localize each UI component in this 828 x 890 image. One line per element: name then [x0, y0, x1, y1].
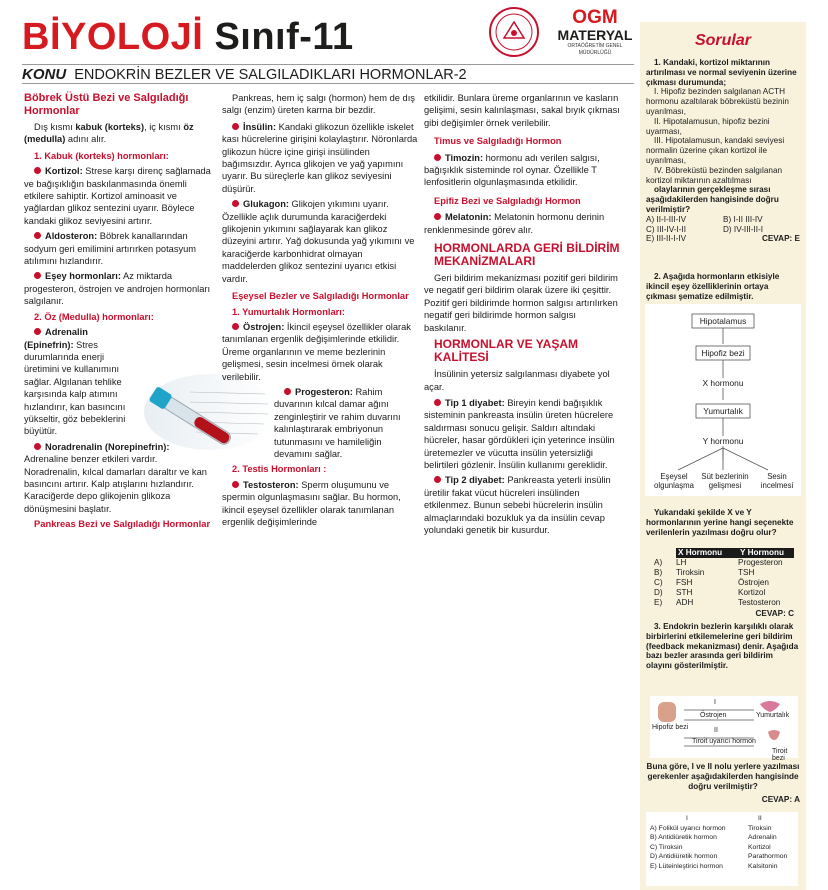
column-3: [424, 92, 620, 539]
quality-intro: İnsülinin yetersiz salgılanması diyabete yol açar.: [424, 369, 610, 392]
table-row: [654, 578, 794, 588]
bullet-icon: [434, 399, 441, 406]
item-tip1: Tip 1 diyabet: Bireyin kendi bağışıklık sisteminin pankreasta insülin üreten hücrelere saldırması sonucu gelişir. Saldırı altındaki hücreler, hasar gördükleri için yeterince insülin üretemezler ve vücutta insülin yetersizliği belirtileri gözlenir. İnsülin kullanımı gereklidir.: [424, 397, 615, 470]
question-2-intro: 2. Aşağıda hormonların etkisiyle ikincil eşey özelliklerinin ortaya çıkması şematize edilmiştir.: [646, 272, 780, 301]
table-cell: A): [654, 558, 663, 567]
feedback-diagram: I Östrojen Yumurtalık Hipofiz bezi II Tiroit uyarıcı hormon Tiroit bezi: [650, 696, 798, 758]
q2-answer-table: [654, 548, 794, 619]
title-grade: Sınıf-11: [214, 16, 354, 58]
option-row: [650, 824, 794, 834]
option-cell: Kalsitonin: [748, 862, 778, 870]
bullet-icon: [232, 481, 239, 488]
option-cell: C) Tiroksin: [650, 843, 683, 851]
table-row: [654, 558, 794, 568]
q2-answer: CEVAP: C: [755, 609, 794, 618]
table-cell: Progesteron: [738, 558, 783, 567]
section-heading-feedback: HORMONLARDA GERİ BİLDİRİM MEKANİZMALARI: [434, 241, 620, 269]
flow-y-hormone: Y hormonu: [696, 436, 750, 446]
section-heading-thymus: Timus ve Salgıladığı Hormon: [434, 136, 562, 147]
adrenal-intro: Dış kısmı kabuk (korteks), iç kısmı öz (medulla) adını alır.: [24, 122, 194, 145]
item-tip2: Tip 2 diyabet: Pankreasta yeterli insülin üretilir fakat vücut hücreleri insülinden etkilenmez. Bunun sebebi hücrelerin insülin almaçlarındaki bozukluk ya da insülin cevap yolundaki genetik bir kusurdur.: [424, 475, 611, 535]
item-progesteron: Progesteron: Rahim duvarının kılcal damar ağını zenginleştirir ve rahim duvarını kalınlaştırarak embriyonun tutunmasını ve hamileliğin devamını sağlar.: [274, 386, 401, 459]
brand-sub: ORTAÖĞRETİM GENEL MÜDÜRLÜĞÜ: [567, 43, 623, 56]
section-heading-sex-glands: Eşeysel Bezler ve Salgıladığı Hormonlar: [232, 291, 409, 302]
table-cell: TSH: [738, 568, 755, 577]
section-heading-quality: HORMONLAR VE YAŞAM KALİTESİ: [434, 337, 579, 365]
bullet-icon: [34, 328, 41, 335]
option-cell: A) Folikül uyarıcı hormon: [650, 824, 726, 832]
bullet-icon: [232, 200, 239, 207]
topic-label: KONU: [22, 66, 67, 83]
pituitary-image: [658, 702, 676, 722]
meb-seal-icon: [488, 6, 540, 58]
table-cell: B): [654, 568, 663, 577]
flow-ovary: Yumurtalık: [703, 406, 743, 416]
table-cell: Testosteron: [738, 598, 781, 607]
hormone-flowchart: [640, 300, 806, 500]
option-cell: Kortizol: [748, 843, 771, 851]
q3-answer: CEVAP: A: [761, 795, 800, 804]
table-cell: E): [654, 598, 663, 607]
bullet-icon: [284, 388, 291, 395]
item-esey: Eşey hormonları: Az miktarda progesteron, östrojen ve androjen hormonları salgılanır.: [24, 271, 211, 307]
item-insulin: İnsülin: Kandaki glikozun özellikle iskelet kası hücrelerine girişini kolaylaştırır. Nöronlarda glikozun hücre içine girişi insülinden bağımsızdır. Ayrıca glikojen ve yağ yapımını uyarır. Bu süreçlerle kan glikoz seviyesini düşürür.: [222, 121, 418, 194]
ogm-logo: [552, 8, 638, 57]
subheading-ovary: 1. Yumurtalık Hormonları:: [232, 306, 345, 317]
table-row: [654, 588, 794, 598]
table-cell: STH: [676, 588, 693, 597]
question-2-stem: Yukarıdaki şekilde X ve Y hormonlarının yerine hangi seçenekte verilenlerin yazılması doğru olur?: [646, 508, 794, 537]
table-cell: FSH: [676, 578, 693, 587]
option-cell: D) Antidiüretik hormon: [650, 853, 718, 861]
item-timozin: Timozin: hormonu adı verilen salgısı, bağışıklık sisteminde rol oynar. Özellikle T lenfositlerin olgunlaşmasında etkilidir.: [424, 152, 600, 188]
topic-text: ENDOKRİN BEZLER VE SALGILADIKLARI HORMONLAR-2: [74, 67, 467, 83]
table-cell: D): [654, 588, 663, 597]
topic-bar: [22, 64, 634, 84]
title-subject: BİYOLOJİ: [22, 16, 204, 58]
table-row: [654, 568, 794, 578]
section-heading-adrenal: Böbrek Üstü Bezi ve Salgıladığı Hormonlar: [24, 92, 189, 117]
bullet-icon: [434, 213, 441, 220]
bullet-icon: [34, 272, 41, 279]
item-melatonin: Melatonin: Melatonin hormonu derinin renklenmesinde görev alır.: [424, 212, 605, 235]
option-row: [650, 862, 794, 872]
column-2: [222, 92, 418, 531]
subheading-testis: 2. Testis Hormonları :: [232, 464, 327, 475]
flow-outcome-1: Eşeysel olgunlaşma: [654, 472, 694, 490]
option-row: [650, 852, 794, 862]
bullet-icon: [34, 167, 41, 174]
table-cell: Östrojen: [738, 578, 769, 587]
flow-x-hormone: X hormonu: [696, 378, 750, 388]
table-cell: ADH: [676, 598, 694, 607]
item-glukagon: Glukagon: Glikojen yıkımını uyarır. Özellikle açlık durumunda karaciğerdeki glikojenin yıkımını sağlayarak kan glikoz düzeyini artırır. Yağ dokusunda yağ yıkımını ve karaciğerde karbonhidrat olmayan maddelerden glikoz sentezini uyarıcı etkisi vardır.: [222, 199, 415, 284]
question-3: 3. Endokrin bezlerin karşılıklı olarak birbirlerini etkilemelerine geri bildirim (feedback mekanizması) denir. Aşağıda bazı bezler arasında geri bildirim olayını gösterilmiştir.: [646, 622, 799, 671]
table-cell: LH: [676, 558, 687, 567]
item-testosteron: Testosteron: Sperm oluşumunu ve spermin olgunlaşmasını sağlar. Bu hormon, ikincil eşeysel özellikler olarak tanımlanan ergenlik değişimlerinde: [222, 479, 401, 527]
table-row: [654, 598, 794, 608]
brand-top: OGM: [572, 7, 618, 28]
flow-pituitary: Hipofiz bezi: [701, 348, 745, 358]
page-title: [22, 16, 354, 59]
item-adrenalin: Adrenalin (Epinefrin): Stres durumlarında enerji üretimini ve kullanımını sağlar. Algılanan tehlike karşısında kalp atımını hızlandırır, kan basıncını yükseltir, göz bebeklerini büyütür.: [24, 327, 126, 437]
option-cell: Parathormon: [748, 853, 788, 861]
section-heading-pancreas: Pankreas Bezi ve Salgıladığı Hormonlar: [34, 518, 211, 530]
question-3-stem: Buna göre, I ve II nolu yerlere yazılması gerekenler aşağıdakilerden hangisinde doğru verilmiştir?: [646, 762, 800, 791]
item-kortizol: Kortizol: Strese karşı direnç sağlamada ve bağışıklığın baskılanmasında önemli etkilere sahiptir. Kortizol aminoasit ve yağlardan glikoz sentezini uyarır. Böylece kandaki glikoz seviyesini artırır.: [24, 166, 211, 226]
option-row: [650, 843, 794, 853]
table-header-y: Y Hormonu: [738, 548, 794, 558]
bullet-icon: [34, 443, 41, 450]
table-cell: C): [654, 578, 663, 587]
option-cell: Adrenalin: [748, 834, 777, 842]
bullet-icon: [434, 476, 441, 483]
option-cell: Tiroksin: [748, 824, 772, 832]
section-heading-pineal: Epifiz Bezi ve Salgıladığı Hormon: [434, 195, 581, 206]
brand-mid: MATERYAL: [557, 27, 633, 43]
q3-options: I II A) Folikül uyarıcı hormon Tiroksin B) Antidiüretik hormon Adrenalin C) Tiroksin Kortizol D) Antidiüretik hormon Parathormon E) Lüteinleştirici hormon Kalsitonin: [646, 812, 798, 886]
bullet-icon: [232, 123, 239, 130]
pancreas-intro: Pankreas, hem iç salgı (hormon) hem de dış salgı (enzim) üreten karma bir bezdir.: [222, 93, 415, 116]
thyroid-image: [768, 730, 780, 740]
item-ostrojen: Östrojen: İkincil eşeysel özellikler olarak tanımlanan ergenlik değişimlerinde etkilidir. Üreme organlarının ve meme bezlerinin gelişmesi, sesin incelmesi örnek olarak verilebilir.: [222, 321, 411, 382]
table-cell: Tiroksin: [676, 568, 705, 577]
item-noradrenalin: Noradrenalin (Norepinefrin): Adrenaline benzer etkileri vardır. Noradrenalin, kılcal damarları daraltır ve kan basıncını artırır. Kalp atışlarını hızlandırır. Karaciğerde depo glikojenin glikoza dönüşmesini başlatır.: [24, 441, 207, 514]
option-cell: E) Lüteinleştirici hormon: [650, 862, 723, 870]
bullet-icon: [232, 323, 239, 330]
option-row: [650, 833, 794, 843]
bullet-icon: [434, 154, 441, 161]
table-cell: Kortizol: [738, 588, 766, 597]
flow-hypothalamus: Hipotalamus: [699, 316, 747, 326]
feedback-text: Geri bildirim mekanizması pozitif geri bildirim ve negatif geri bildirim olarak üzere iki çeşittir. Pozitif geri bildirimde hormon salgısı artırılırken negatif geri bildirimde hormon salgısı baskılanır.: [424, 273, 618, 333]
item-aldosteron: Aldosteron: Böbrek kanallarından sodyum geri emilimini artırırken potasyum atılımını hızlandırır.: [24, 231, 197, 267]
column-1: [24, 92, 212, 531]
flow-outcome-3: Sesin incelmesi: [760, 472, 794, 490]
question-1: 1. Kandaki, kortizol miktarının artırılması ve normal seviyenin üzerine çıkması durumunda; I. Hipofiz bezinden salgılanan ACTH hormonu azaltılarak böbreküstü bezinin uyarılması, II. Hipotalamusun, hipofiz bezini uyarması, III. Hipotalamusun, kandaki seviyesi normalin üzerine çıkan kortizol ile uyarılması, IV. Böbreküstü bezinden salgılanan kortizol miktarının azaltılması olaylarının gerçekleşme sırası aşağıdakilerden hangisinde doğru verilmiştir? A) II-I-III-IV B) I-II III-IV C) III-IV-I-II D) IV-III-II-I E) III-II-I-IV CEVAP: E: [646, 58, 800, 244]
sidebar-title: Sorular: [694, 32, 751, 49]
bullet-icon: [34, 232, 41, 239]
table-header-x: X Hormonu: [676, 548, 738, 558]
option-cell: B) Antidiüretik hormon: [650, 834, 717, 842]
subheading-cortex: 1. Kabuk (korteks) hormonları:: [34, 150, 169, 161]
testosteron-continued: etkilidir. Bunlara üreme organlarının ve kasların gelişimi, sesin kalınlaşması, sakal bıyık çıkması gibi değişimler örnek verilebilir.: [424, 93, 620, 128]
subheading-medulla: 2. Öz (Medulla) hormonları:: [34, 311, 154, 322]
ovary-image: [760, 701, 780, 712]
flow-outcome-2: Süt bezlerinin gelişmesi: [701, 472, 749, 490]
